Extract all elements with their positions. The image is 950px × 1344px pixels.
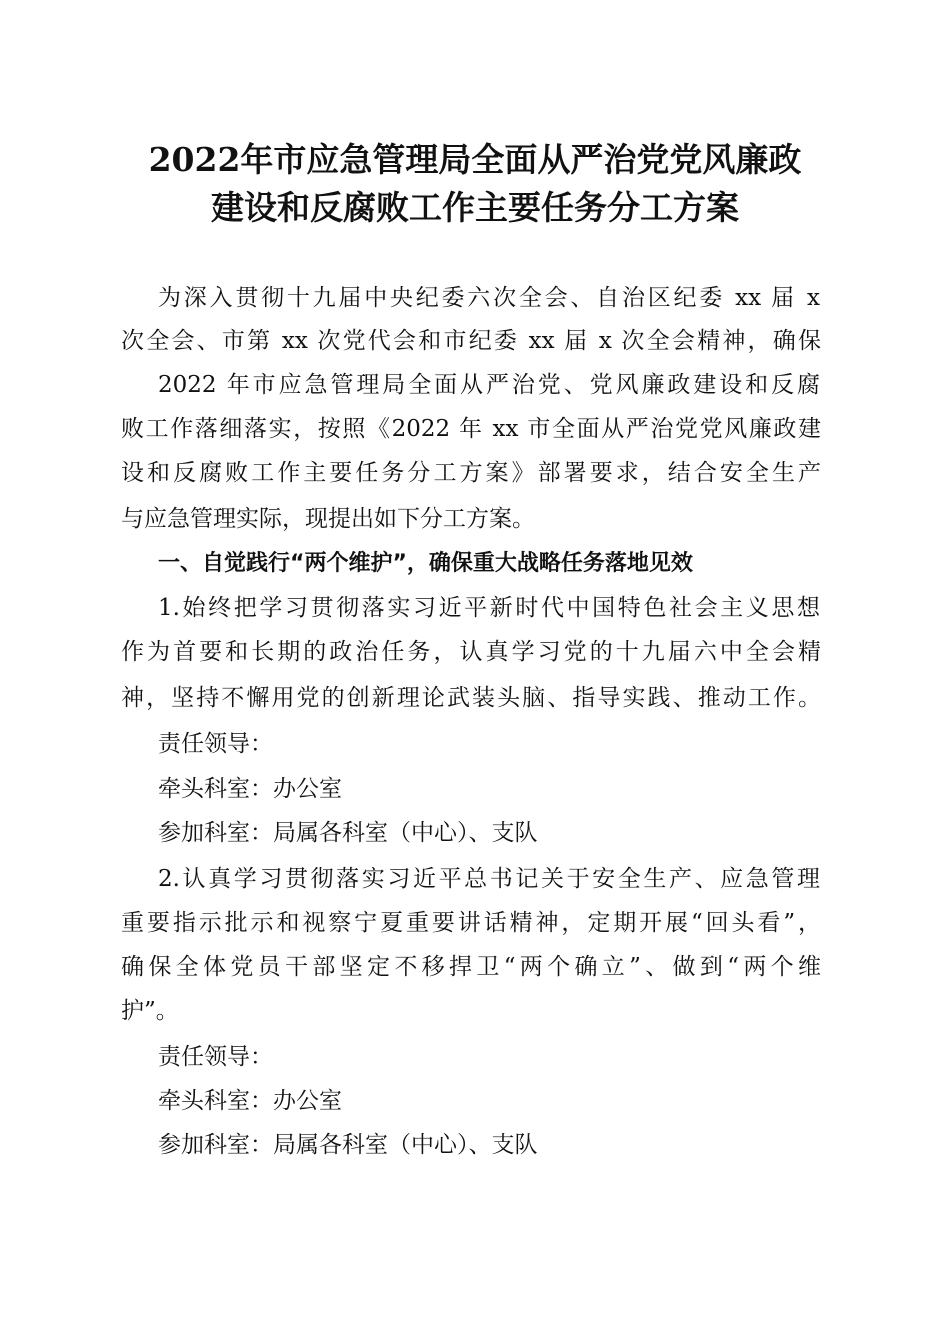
item-1-line-3: 神，坚持不懈用党的创新理论武装头脑、指导实践、推动工作。 (121, 685, 821, 711)
item-2-responsible-leader: 责任领导： (158, 1044, 273, 1070)
item-2-line-3: 确保全体党员干部坚定不移捍卫“两个确立”、做到“两个维 (121, 954, 821, 980)
intro-line-4: 败工作落细落实，按照《2022 年 xx 市全面从严治党党风廉政建 (121, 416, 821, 442)
item-1-lead-department: 牵头科室：办公室 (158, 776, 342, 802)
item-1-responsible-leader: 责任领导： (158, 731, 273, 757)
item-2-line-2: 重要指示批示和视察宁夏重要讲话精神，定期开展“回头看”， (121, 910, 821, 936)
item-1-line-1: 1.始终把学习贯彻落实习近平新时代中国特色社会主义思想 (158, 595, 820, 621)
intro-line-3: 2022 年市应急管理局全面从严治党、党风廉政建设和反腐 (158, 372, 820, 398)
intro-line-1: 为深入贯彻十九届中央纪委六次全会、自治区纪委 xx 届 x (158, 285, 820, 311)
item-2-participating-departments: 参加科室：局属各科室（中心）、支队 (158, 1132, 538, 1158)
intro-line-2: 次全会、市第 xx 次党代会和市纪委 xx 届 x 次全会精神，确保 (121, 328, 821, 354)
intro-line-6: 与应急管理实际，现提出如下分工方案。 (121, 506, 535, 532)
item-2-lead-department: 牵头科室：办公室 (158, 1088, 342, 1114)
item-1-participating-departments: 参加科室：局属各科室（中心）、支队 (158, 820, 538, 846)
document-title-line-2: 建设和反腐败工作主要任务分工方案 (211, 188, 739, 227)
intro-line-5: 设和反腐败工作主要任务分工方案》部署要求，结合安全生产 (121, 460, 821, 486)
document-title-line-1: 2022年市应急管理局全面从严治党党风廉政 (148, 140, 802, 179)
item-2-line-1: 2.认真学习贯彻落实习近平总书记关于安全生产、应急管理 (158, 866, 820, 892)
section-heading-1: 一、自觉践行“两个维护”，确保重大战略任务落地见效 (158, 551, 693, 576)
item-2-line-4: 护”。 (121, 998, 179, 1024)
item-1-line-2: 作为首要和长期的政治任务，认真学习党的十九届六中全会精 (121, 639, 821, 665)
